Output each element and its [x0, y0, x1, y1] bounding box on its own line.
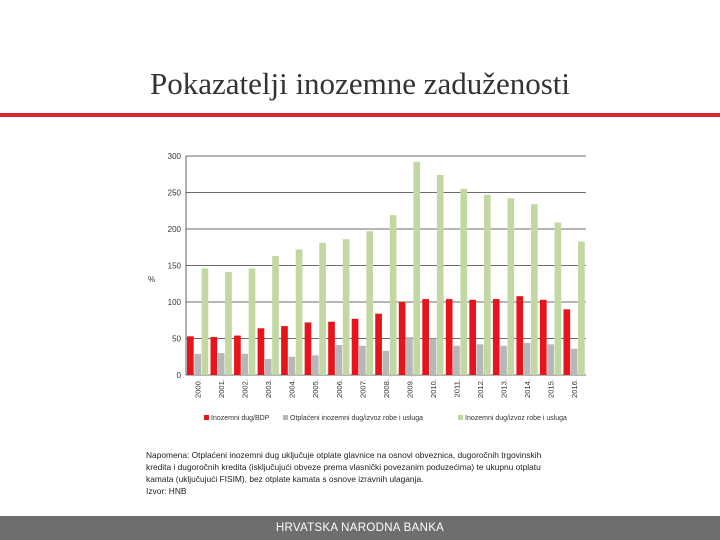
- y-tick-label: 100: [167, 298, 181, 307]
- x-tick-label: 2013.: [499, 379, 509, 399]
- bar-dug-bdp: [305, 322, 312, 375]
- bar-otplaceni-dug-izvoz: [335, 345, 342, 375]
- x-tick-label: 2000.: [193, 379, 203, 399]
- bar-dug-izvoz: [413, 162, 420, 375]
- bar-otplaceni-dug-izvoz: [312, 355, 319, 375]
- bar-otplaceni-dug-izvoz: [241, 354, 248, 375]
- bar-dug-izvoz: [296, 249, 303, 375]
- bar-otplaceni-dug-izvoz: [524, 343, 531, 375]
- x-tick-label: 2007.: [358, 379, 368, 399]
- bar-dug-izvoz: [202, 268, 209, 375]
- bar-dug-bdp: [469, 300, 476, 375]
- note-line: kredita i dugoročnih kredita (isključujući obveze prema vlasnički povezanim poduzećima) te ukupnu otplatu: [146, 462, 541, 472]
- y-tick-label: 50: [172, 334, 181, 344]
- bar-dug-bdp: [540, 300, 547, 375]
- note-source: Izvor: HNB: [146, 486, 187, 496]
- y-tick-label: 200: [167, 225, 181, 234]
- x-tick-label: 2015.: [546, 379, 556, 399]
- bar-dug-bdp: [328, 322, 335, 375]
- bar-otplaceni-dug-izvoz: [194, 354, 201, 375]
- bar-otplaceni-dug-izvoz: [430, 339, 437, 376]
- bar-otplaceni-dug-izvoz: [547, 344, 554, 375]
- bar-dug-bdp: [516, 296, 523, 375]
- x-tick-label: 2016.: [570, 379, 580, 399]
- x-tick-label: 2001.: [217, 379, 227, 399]
- bar-otplaceni-dug-izvoz: [477, 344, 484, 375]
- bar-dug-izvoz: [437, 175, 444, 375]
- bar-dug-bdp: [281, 326, 288, 375]
- x-tick-label: 2012.: [475, 379, 485, 399]
- note-line: kamata (uključujući FISIM), bez otplate kamata s osnove izravnih ulaganja.: [146, 474, 424, 484]
- bar-otplaceni-dug-izvoz: [571, 349, 578, 375]
- y-tick-label: 0: [176, 371, 181, 380]
- x-tick-label: 2002.: [240, 379, 250, 399]
- bar-dug-bdp: [352, 319, 359, 375]
- bar-otplaceni-dug-izvoz: [500, 346, 507, 375]
- legend-swatch: [283, 415, 288, 420]
- footer-text: HRVATSKA NARODNA BANKA: [275, 522, 445, 534]
- bar-dug-bdp: [187, 336, 194, 375]
- bar-otplaceni-dug-izvoz: [218, 353, 225, 375]
- bar-dug-izvoz: [390, 215, 397, 375]
- bar-dug-izvoz: [531, 204, 538, 375]
- bar-otplaceni-dug-izvoz: [265, 359, 272, 375]
- note-line: Napomena: Otplaćeni inozemni dug uključuje otplate glavnice na osnovi obveznica, dugoročnih trgovinskih: [146, 450, 542, 460]
- chart-note: [146, 449, 616, 497]
- bar-dug-bdp: [399, 302, 406, 375]
- bar-otplaceni-dug-izvoz: [383, 351, 390, 375]
- bar-dug-bdp: [563, 309, 570, 375]
- bar-otplaceni-dug-izvoz: [453, 346, 460, 375]
- y-tick-label: 250: [167, 188, 181, 198]
- x-tick-label: 2009.: [405, 379, 415, 399]
- legend-swatch: [458, 415, 463, 420]
- legend-label: Inozemni dug/izvoz robe i usluga: [465, 415, 567, 422]
- legend-swatch: [204, 415, 209, 420]
- bar-dug-izvoz: [343, 239, 350, 375]
- bar-dug-izvoz: [272, 256, 279, 375]
- x-tick-label: 2011.: [452, 379, 462, 398]
- bar-dug-izvoz: [319, 243, 326, 375]
- title-divider: [0, 113, 720, 117]
- bar-dug-izvoz: [555, 222, 562, 375]
- x-tick-label: 2003.: [264, 379, 274, 399]
- bar-dug-izvoz: [366, 231, 373, 375]
- bar-otplaceni-dug-izvoz: [288, 357, 295, 375]
- x-tick-label: 2004.: [287, 379, 297, 399]
- y-axis-label: %: [148, 274, 156, 284]
- bar-dug-bdp: [493, 299, 500, 375]
- legend-label: Inozemni dug/BDP: [211, 415, 270, 422]
- y-tick-label: 150: [167, 261, 181, 271]
- bar-dug-izvoz: [460, 189, 467, 375]
- bar-dug-bdp: [258, 328, 265, 375]
- bar-chart: [140, 145, 600, 435]
- y-tick-label: 300: [167, 152, 181, 161]
- x-tick-label: 2005.: [311, 379, 321, 399]
- bar-dug-bdp: [446, 299, 453, 375]
- bar-dug-bdp: [211, 337, 218, 375]
- bar-otplaceni-dug-izvoz: [359, 346, 366, 375]
- footer-bar: [0, 516, 720, 540]
- bar-dug-bdp: [422, 299, 429, 375]
- bar-dug-izvoz: [507, 198, 514, 375]
- x-tick-label: 2010.: [428, 379, 438, 399]
- legend-label: Otplaćeni inozemni dug/izvoz robe i usluga: [290, 415, 424, 422]
- x-tick-label: 2006.: [334, 379, 344, 399]
- bar-dug-izvoz: [484, 195, 491, 375]
- slide-title: Pokazatelji inozemne zaduženosti: [149, 66, 571, 101]
- bar-dug-izvoz: [225, 272, 232, 375]
- bar-otplaceni-dug-izvoz: [406, 337, 413, 375]
- x-tick-label: 2008.: [381, 379, 391, 399]
- x-tick-label: 2014.: [523, 379, 532, 399]
- bar-dug-izvoz: [249, 268, 256, 375]
- bar-dug-izvoz: [578, 241, 585, 375]
- bar-dug-bdp: [234, 336, 241, 375]
- bar-dug-bdp: [375, 314, 382, 375]
